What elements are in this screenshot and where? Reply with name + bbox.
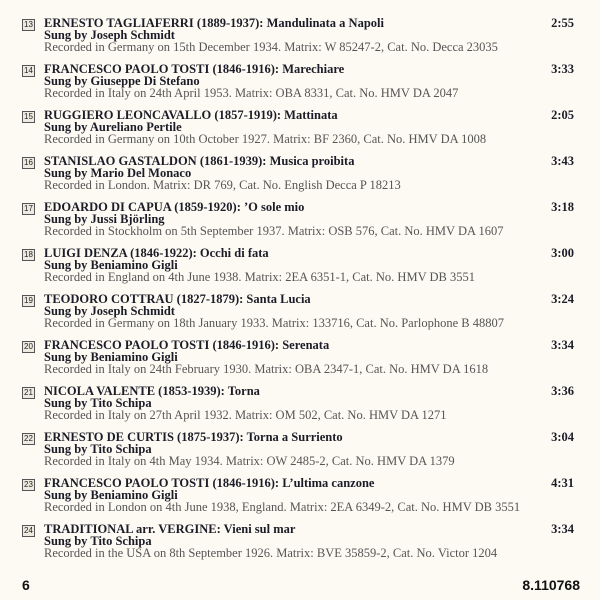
track-title: FRANCESCO PAOLO TOSTI (1846-1916): L’ultima canzone — [44, 476, 375, 490]
track-number-box: 22 — [22, 433, 35, 445]
track-recording-info: Recorded in London. Matrix: DR 769, Cat. No. English Decca P 18213 — [44, 178, 401, 192]
track-entry — [22, 339, 578, 379]
track-singer: Sung by Tito Schipa — [44, 396, 152, 410]
track-singer: Sung by Joseph Schmidt — [44, 28, 175, 42]
track-entry — [22, 247, 578, 287]
track-duration: 2:05 — [551, 108, 574, 122]
track-recording-info: Recorded in England on 4th June 1938. Matrix: 2EA 6351-1, Cat. No. HMV DB 3551 — [44, 270, 475, 284]
track-singer: Sung by Beniamino Gigli — [44, 488, 178, 502]
track-duration: 3:34 — [551, 522, 574, 536]
track-number-box: 15 — [22, 111, 35, 123]
track-title: STANISLAO GASTALDON (1861-1939): Musica proibita — [44, 154, 355, 168]
track-singer: Sung by Tito Schipa — [44, 442, 152, 456]
track-title: TRADITIONAL arr. VERGINE: Vieni sul mar — [44, 522, 296, 536]
track-number-box: 23 — [22, 479, 35, 491]
track-entry — [22, 17, 578, 57]
page-number: 6 — [22, 577, 30, 593]
track-singer: Sung by Tito Schipa — [44, 534, 152, 548]
track-entry — [22, 63, 578, 103]
track-recording-info: Recorded in Germany on 18th January 1933. Matrix: 133716, Cat. No. Parlophone B 48807 — [44, 316, 504, 330]
track-title: LUIGI DENZA (1846-1922): Occhi di fata — [44, 246, 269, 260]
track-entry — [22, 477, 578, 517]
track-number-box: 17 — [22, 203, 35, 215]
track-entry — [22, 523, 578, 563]
track-recording-info: Recorded in Stockholm on 5th September 1937. Matrix: OSB 576, Cat. No. HMV DA 1607 — [44, 224, 504, 238]
track-number-box: 20 — [22, 341, 35, 353]
track-number-box: 19 — [22, 295, 35, 307]
track-duration: 3:34 — [551, 338, 574, 352]
track-recording-info: Recorded in Germany on 10th October 1927. Matrix: BF 2360, Cat. No. HMV DA 1008 — [44, 132, 487, 146]
track-number-box: 21 — [22, 387, 35, 399]
track-entry — [22, 431, 578, 471]
track-singer: Sung by Beniamino Gigli — [44, 350, 178, 364]
track-duration: 4:31 — [551, 476, 574, 490]
track-duration: 2:55 — [551, 16, 574, 30]
track-title: RUGGIERO LEONCAVALLO (1857-1919): Mattinata — [44, 108, 338, 122]
track-recording-info: Recorded in Italy on 24th April 1953. Matrix: OBA 8331, Cat. No. HMV DA 2047 — [44, 86, 459, 100]
track-duration: 3:33 — [551, 62, 574, 76]
track-title: TEODORO COTTRAU (1827-1879): Santa Lucia — [44, 292, 311, 306]
track-title: ERNESTO TAGLIAFERRI (1889-1937): Mandulinata a Napoli — [44, 16, 384, 30]
track-singer: Sung by Aureliano Pertile — [44, 120, 182, 134]
track-duration: 3:43 — [551, 154, 574, 168]
track-duration: 3:18 — [551, 200, 574, 214]
track-number-box: 14 — [22, 65, 35, 77]
track-title: ERNESTO DE CURTIS (1875-1937): Torna a Surriento — [44, 430, 343, 444]
track-recording-info: Recorded in Germany on 15th December 1934. Matrix: W 85247-2, Cat. No. Decca 23035 — [44, 40, 498, 54]
track-title: EDOARDO DI CAPUA (1859-1920): ’O sole mio — [44, 200, 305, 214]
track-entry — [22, 109, 578, 149]
track-title: FRANCESCO PAOLO TOSTI (1846-1916): Serenata — [44, 338, 330, 352]
track-entry — [22, 155, 578, 195]
track-singer: Sung by Joseph Schmidt — [44, 304, 175, 318]
track-entry — [22, 201, 578, 241]
track-duration: 3:24 — [551, 292, 574, 306]
track-entry — [22, 385, 578, 425]
track-title: NICOLA VALENTE (1853-1939): Torna — [44, 384, 260, 398]
track-number-box: 13 — [22, 19, 35, 31]
track-title: FRANCESCO PAOLO TOSTI (1846-1916): Marechiare — [44, 62, 345, 76]
track-duration: 3:36 — [551, 384, 574, 398]
track-entry — [22, 293, 578, 333]
track-singer: Sung by Beniamino Gigli — [44, 258, 178, 272]
track-duration: 3:04 — [551, 430, 574, 444]
track-recording-info: Recorded in the USA on 8th September 1926. Matrix: BVE 35859-2, Cat. No. Victor 1204 — [44, 546, 498, 560]
track-singer: Sung by Mario Del Monaco — [44, 166, 192, 180]
track-duration: 3:00 — [551, 246, 574, 260]
track-number-box: 18 — [22, 249, 35, 261]
track-singer: Sung by Giuseppe Di Stefano — [44, 74, 200, 88]
track-recording-info: Recorded in Italy on 27th April 1932. Matrix: OM 502, Cat. No. HMV DA 1271 — [44, 408, 447, 422]
track-recording-info: Recorded in London on 4th June 1938, England. Matrix: 2EA 6349-2, Cat. No. HMV DB 3551 — [44, 500, 521, 514]
catalog-number: 8.110768 — [522, 577, 580, 593]
track-recording-info: Recorded in Italy on 24th February 1930. Matrix: OBA 2347-1, Cat. No. HMV DA 1618 — [44, 362, 489, 376]
track-recording-info: Recorded in Italy on 4th May 1934. Matrix: OW 2485-2, Cat. No. HMV DA 1379 — [44, 454, 455, 468]
track-number-box: 24 — [22, 525, 35, 537]
track-number-box: 16 — [22, 157, 35, 169]
track-singer: Sung by Jussi Björling — [44, 212, 165, 226]
